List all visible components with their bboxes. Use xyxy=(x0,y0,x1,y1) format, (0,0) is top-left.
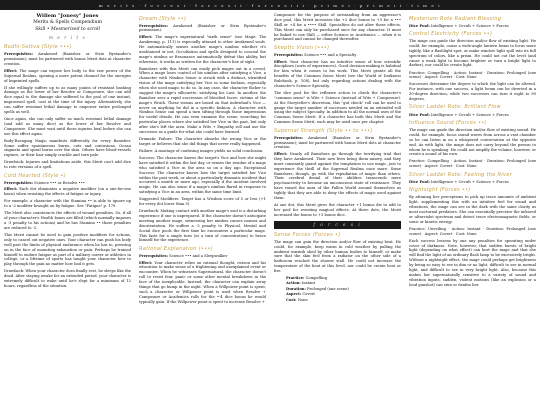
top-navigation-bar[interactable]: m e r i t s · f o r c e s i · f o r c e s i i · f o r c e s i i i · p r i m e i · p r i m e i i · t i m e i xyxy=(0,0,540,10)
entry-effect xyxy=(4,69,131,84)
effect-label: Effect: xyxy=(4,68,18,73)
prereq-label: Prerequisites: xyxy=(139,23,168,28)
forces-i-divider: f o r c e s i xyxy=(274,221,401,229)
entry-section xyxy=(274,203,401,218)
entry-title: Mysterium Rote Radiant Blessing xyxy=(409,15,502,22)
entry-section xyxy=(139,197,266,207)
entry-section xyxy=(139,246,266,305)
spell-aspect: Covert xyxy=(302,292,315,297)
entry-effect xyxy=(409,159,536,169)
prereq-label: Prerequisites: xyxy=(4,180,33,185)
entry-section xyxy=(409,159,536,169)
entry-section xyxy=(4,269,131,289)
prereq-text: Intelligence + Occult + Science + Forces xyxy=(431,179,509,184)
prereq-text: Awakened (Banisher or Strix Bystander's permission). xyxy=(139,23,266,33)
entry-section xyxy=(139,149,266,154)
entry-prerequisites xyxy=(4,181,131,186)
effect-text: Your character relies on rational thought, reason and his education to make sense of a frightening and unexplained event or encounter. When he witnesses Supernatural, the character doesn't roll to resist fear, panic or some other mental breakdown in the face of the inexplicable. Instead, the character can explain away things that go bump in the night. When a Willpower point is spent, such a character or Willpower point is used when Resolve + Composure or Academics rolls for the •-4 dice bonus he would typically gain. If the Willpower point is spent to increase Resolve + xyxy=(139,260,266,304)
entry-effect xyxy=(139,67,266,135)
character-header xyxy=(4,13,131,42)
prereq-text: Awakened (Banisher or Strix Bystander's permission); must be partnered with bonus Merit dots at character creation. xyxy=(4,52,131,67)
entry-title: Bodhi-Sattva (Style •••) xyxy=(4,44,72,51)
entry-section xyxy=(139,137,266,147)
column-3-entries xyxy=(274,13,401,218)
column-3 xyxy=(274,13,401,405)
entry-section xyxy=(274,128,401,201)
spell-text: The mage can gain the direction and/or flow of existing heat. He could, for example, keep warm in cold weather by pulling the ambient warmth shed by other human bodies to himself, or make sure that the skin feel from a radiator on the other side of a bathroom reached the shower stall. He could not increase the temperature of the heat at this level, nor could he create heat or fire. xyxy=(274,239,401,273)
entry-section xyxy=(4,173,131,198)
effect-text: Drawback: When your character does finally rest, he sleeps like the dead. After staying awake for an extended period, your character is extremely difficult to wake until he's slept for a minimum of 12 hours, regardless of the situation. xyxy=(4,269,131,288)
entry-effect xyxy=(139,209,266,243)
entry-section xyxy=(409,120,536,157)
entry-effect xyxy=(409,195,536,224)
entry-title: Supernal Strength (Style •• to •••) xyxy=(274,127,373,134)
effect-label: Effect: xyxy=(274,152,288,157)
entry-section xyxy=(4,160,131,170)
entry-effect xyxy=(409,82,536,102)
effect-text: The mage can guide the direction and/or flow of existing sound. He could, for example, focus sound waves from across a vast chamber so he can listen in on a whispered conversation at the opposite end. As with light, the mage does not carry beyond the person to whom he is speaking. He could not amplify the volume, however, or create a sound of his own. xyxy=(409,128,536,157)
entry-title: Rational Explanation (•••) xyxy=(139,245,213,252)
column-1-entries xyxy=(4,44,131,289)
entry-prerequisites xyxy=(139,254,266,259)
prereq-text: Intelligence + Occult + Science + Forces xyxy=(431,23,509,28)
entry-effect xyxy=(4,187,131,197)
entry-section xyxy=(409,172,536,185)
entry-effect xyxy=(409,39,536,68)
entry-section xyxy=(409,82,536,102)
entry-section xyxy=(4,44,131,83)
entry-section xyxy=(4,139,131,159)
effect-text: Practice: Unveiling · Action: Instant · Duration: Prolonged (one scene) · Aspect: Covert · Cost: None xyxy=(409,226,536,236)
effect-label: Effect: xyxy=(139,35,153,40)
prereq-label: Dice Pool: xyxy=(409,23,430,28)
effect-text: Drawback: Injuries and limitations aside, this Merit can't add dice to rote versions of a spell. xyxy=(4,160,131,170)
entry-section xyxy=(409,71,536,81)
entry-title: Skeptic Vision (•••) xyxy=(274,44,330,51)
effect-text: Successes determine the degree to which the light can be altered. For instance, with one success, a light beam can be diverted in a 30-degree direction, while two successes can turn it eight to 90 degrees. xyxy=(409,82,536,102)
entry-effect xyxy=(139,137,266,147)
entry-effect xyxy=(409,71,536,81)
entry-title: Dream (Style ••) xyxy=(139,15,187,22)
effect-label: Effect: xyxy=(4,187,18,192)
entry-title: Nightsight (Forces ••) xyxy=(409,187,471,194)
effect-text: Failure: A montage of confusing images yields no solid conclusion. xyxy=(139,148,264,153)
effect-text: Practice: Compelling · Action: Instant · Duration: Prolonged (one scene) · Aspect: Covert · Cost: None xyxy=(409,159,536,169)
entry-effect xyxy=(4,139,131,159)
effect-text: At one dot, this Merit gives the character +1 bonus die to add to her pool for resisting magical effects. At three dots, the Merit increased the bonus to +3 bonus dice. xyxy=(274,203,401,217)
spell-title: Sense Forces (Forces •) xyxy=(274,231,341,238)
entry-effect xyxy=(139,149,266,154)
effect-text: The mage's supernatural "sixth sense" (see Mage: The Awakening, p. 111) is especially attuned to other Awakened souls. He automatically senses another mage's nimbus whether it's unobtained or not. Occultation and spells designed to conceal the mage's nimbus or Resonance automatically defeat this ability, but otherwise, it works as written for the character's line of sight. xyxy=(139,35,266,64)
entry-effect xyxy=(274,13,401,42)
prereq-label: Dice Pool: xyxy=(409,112,430,117)
entry-effect xyxy=(409,227,536,237)
entry-prerequisites xyxy=(4,52,131,67)
entry-title: Cold Hearted (Style •) xyxy=(4,172,67,179)
spell-practice: Compelling xyxy=(305,275,327,280)
effect-text: By attuning her perceptions to pick up trace amounts of ambient light, supplementing this with an intuitive feel for sound and vibrations, the mage can see in the dark with the same clarity as most nocturnal predators. She can essentially perceive the infrared or ultraviolet spectrum and detect trace electromagnetic fields, or sonic or kinetic energy. xyxy=(409,195,536,224)
spell-stats: Practice: Compelling Action: Instant Duration: Prolonged (one scene) Aspect: Covert Cost: None xyxy=(286,275,349,302)
entry-effect xyxy=(139,197,266,207)
entry-effect xyxy=(409,239,536,288)
entry-prerequisites xyxy=(409,113,536,118)
entry-prerequisites xyxy=(274,53,401,58)
spell-duration: Prolonged (one scene) xyxy=(307,286,349,291)
entry-section xyxy=(139,16,266,65)
effect-text: Composure for the purpose of outstanding from an aggressor's dice pool, this Merit increases the +2 dice bonus to +3 for a ••• Skill or +4 for a •••• Skill. Specialties do not alter these effects. This Merit can only be purchased once for any character. It must be linked to one Skill — either Science or Academics — when it is purchased and cannot be changed thereafter. xyxy=(274,13,401,42)
column-4-entries xyxy=(409,16,536,288)
prereq-label: Prerequisites: xyxy=(139,253,168,258)
entry-title: Silver Ladder Rote: Brilliant Flow xyxy=(409,104,501,111)
entry-effect xyxy=(4,211,131,231)
entry-section xyxy=(409,16,536,29)
effect-text: Each success lessens by one any penalties for operating under cover of darkness. Note, however, that sudden bursts of bright light (depending on what effect) can hurt the mage and that she will find the light of an ordinary flash lamp to be excessively bright. Without a nightsight effect, the mage could perhaps get brightness by being so easy to see in dim or no light, difficult to see in normal light, and difficult to see in very bright light. Also, because this makes her supernaturally sensitive to a variety of sound and vibration inputs, sudden, violent motions (like an explosion or a loud gunshot) can stun or deafen her. xyxy=(409,238,536,287)
prereq-text: Science ••• and a Sleepwalker xyxy=(169,253,228,258)
entry-section xyxy=(4,86,131,115)
entry-section xyxy=(409,239,536,288)
entry-title: Influence Sound (Forces ••) xyxy=(409,119,487,126)
entry-effect xyxy=(274,152,401,201)
entry-effect xyxy=(274,91,401,125)
entry-section xyxy=(274,45,401,89)
entry-section xyxy=(4,233,131,267)
entry-title: Control Electricity (Forces ••) xyxy=(409,30,493,37)
entry-effect xyxy=(139,35,266,64)
prereq-text: Awakened (Banisher or Strix Bystander's permission); must be partnered with bonus Merit dots at character creation. xyxy=(274,135,401,150)
entry-effect xyxy=(139,156,266,195)
effect-text: Once again, she can only suffer as much resistant lethal damage (and add as many dice) as the lower of her Resolve and Composure. She must wait until these injuries heal before she can use this effect again. xyxy=(4,117,131,136)
entry-effect xyxy=(274,203,401,218)
effect-text: Dramatic Failure: The character absorbs the wrong Vice or the target or believes that she did things that never really happened. xyxy=(139,137,266,146)
entry-section xyxy=(409,227,536,237)
prereq-label: Prerequisites: xyxy=(274,135,303,140)
column-1 xyxy=(4,13,131,405)
entry-effect xyxy=(4,233,131,267)
entry-section xyxy=(274,91,401,125)
entry-title: Silver Ladder Rote: Feeling the River xyxy=(409,171,512,178)
entry-section xyxy=(4,211,131,231)
entry-effect xyxy=(4,160,131,170)
entry-section xyxy=(409,187,536,224)
effect-text: Drawback: Making contact with another mage's soul is a disturbing experience if one is unprepared. If the character doesn't anticipate meeting another mage, witnessing her nimbus causes nausea and disorientation. He suffers a -2 penalty to Physical, Mental and Social dice pools the first time he encounters a particular mage. This lasts for a single turn (or a turn of concentration) to brace himself for the experience. xyxy=(139,209,266,243)
prereq-label: Prerequisites: xyxy=(274,52,303,57)
column-2-entries xyxy=(139,16,266,305)
effect-text: If she willingly suffers up to as many points of resistant bashing damage as the lower of her Resolve or Composure, she can add dice equal to the damage she suffered to the pool of one instant, improvised spell, cast at the time of the injury. Alternatively, she can suffer resistant lethal damage to empower entire prolonged spells as well. xyxy=(4,85,131,114)
character-tagline: Skill • Mesmerised to scroll xyxy=(35,26,100,32)
entry-effect xyxy=(4,199,131,209)
character-name: Willem "Jonesy" Jones xyxy=(36,13,99,19)
prereq-text: Science ••• or Resolve ••• xyxy=(34,180,85,185)
spell-cost: None xyxy=(297,297,308,302)
entry-section xyxy=(409,31,536,68)
entry-effect xyxy=(139,261,266,305)
prereq-label: Dice Pool: xyxy=(409,179,430,184)
entry-section xyxy=(4,117,131,137)
entry-section xyxy=(4,199,131,209)
effect-text: Nearly all Banishers go through the terrifying trial that they have Awakened. Their new lives bring them misery, and they must constantly guard against the temptation to use magic, just to experience the thrill of the Supernal Realms once more. Some Banishers, though, go with the repudiation of magic than others. Their cerebral denial of their abilities transcends mere psychoactivity to become an unconscious state of resistance. They have raised the aura of the Fallen World around themselves as tightly that they are able to deny the effects of magic used against them. xyxy=(274,152,401,200)
column-2 xyxy=(139,13,266,405)
entry-effect xyxy=(274,60,401,89)
effect-label: Effect: xyxy=(274,59,288,64)
merits-section-title: m e r i t s xyxy=(48,35,87,41)
entry-prerequisites xyxy=(409,24,536,29)
effect-text: Suggested Modifiers: Target has a Wisdom score of 5 or less (+1 for every dot lower than 5) xyxy=(139,197,266,207)
effect-text: Success: The character knows the target's Vice and how she might have satisfied it within the last day, or senses the residue of a mage who satisfied a Vice in the area so on a day ago. Exceptional Success: The character knows how the target satisfied her Vice within the past week, or about a particularly dramatic incident that occurred a month or more ago, especially if the incident involved magic. He can also sense if a mage's nimbus flared in response to satisfying a Vice in an area, within the same time limit. xyxy=(139,156,266,195)
effect-text: For example, a character with the Stamina •• is able to ignore up to a -2 modifier brought on by fatigue. See "Fatigue" p. 179. xyxy=(4,199,131,209)
entry-effect xyxy=(409,128,536,157)
effect-text: The dice pool for the reflexive action to check the character's "common sense" is Wits + Science (instead of Wits + Composure). At the Storyteller's discretion, this "gut check" roll can be used to gauge the target number of successes needed on an extended roll using the subject Specialty. In addition to all the normal uses of the Common Sense Merit. If a character has both this Merit and the Common Sense Merit, each may be used once per chapter. xyxy=(274,90,401,125)
effect-text: Practice: Compelling · Action: Instant · Duration: Prolonged (one scene) · Aspect: Covert · Cost: None xyxy=(409,70,536,80)
entry-effect xyxy=(4,86,131,115)
effect-text: The Merit also counteracts the effects of wound penalties. So, if all of your character's Health boxes are filled (which normally imposes a -3 penalty to his actions) and he has Stamina •• those penalties are reduced to -2. xyxy=(4,211,131,230)
entry-section xyxy=(409,104,536,117)
effect-label: Effect: xyxy=(139,260,153,265)
entry-section xyxy=(139,67,266,135)
entry-effect xyxy=(4,269,131,289)
effect-text: Each dot eliminates a negative modifier (on a one-for-one basis) when resisting the effects of fatigue or injury. xyxy=(4,187,131,197)
spell-action: Instant xyxy=(301,281,316,286)
entry-section xyxy=(139,209,266,243)
prereq-label: Prerequisites: xyxy=(4,52,33,57)
entry-effect xyxy=(4,117,131,137)
entry-prerequisites xyxy=(274,136,401,151)
column-4 xyxy=(409,13,536,405)
entry-prerequisites xyxy=(139,24,266,34)
prereq-text: Science ••• and a Specialty xyxy=(304,52,357,57)
entry-section xyxy=(274,13,401,42)
effect-text: The mage can guide the direction and/or flow of existing light. He could, for example, cause a wide-angle lantern beam to focus more tightly, like a flashlight spot, or make window light spill into its full spectrum of colors, like a prism. He could not cut the level (and cause a weak light to become brighter or turn a bright light to darker), nor could he create light. xyxy=(409,39,536,68)
effect-text: This Merit cannot be used to gain positive modifiers for actions, only to cancel out negative ones. Your character can push his body well past the limits of physical endurance when he has to, pressing on in the face of mounting exhaustion or pain. Perhaps he trained himself to endure fatigue as part of a military career or athletics in college, or a lifetime of sports has taught your character how to play through the pain no matter how bad it gets. xyxy=(4,233,131,267)
effect-text: Body-Ravaging Magic manifests differently for every Banisher. Some suffer spontaneous burns, cuts and contusions. Ocean stigmata and spiral burns over the skin. Others have blood-vessels rupture, or their hair simply crackle and turn pale. xyxy=(4,138,131,158)
spell-sense-forces xyxy=(274,232,401,303)
entry-prerequisites xyxy=(409,180,536,185)
character-role: Merits & Spells Compendium xyxy=(33,20,102,26)
prereq-text: Intelligence + Occult + Science + Forces xyxy=(431,112,509,117)
effect-text: The mage can expose her body to the raw power of the Supernal Realms, opening a more potent channel for the energies of Imprinted spells. xyxy=(4,68,131,83)
entry-section xyxy=(139,156,266,195)
effect-text: Banishers with this Merit can easily pick mages out in a crowd. When a mage loses control of his nimbus after satisfying a Vice, a character with Nimbus Sense is struck with a distinct, identified vision of the mage satisfying her Vice in some fashion, especially when she used magic to do so. In any case, the character flicker to suggest the mage's silhouette, satisfying his Lust. In another, the Banisher sees a rapid succession of bloodied faces: victims of the mage's Wrath. These visions are based on that individual's Vice — never on anything he did in a specific fashion. A character with Nimbus Sense can spend a turn sifting through those impressions for useful details. He can even examine the scene, searching for particular places where she satisfied her Vice in the past, but only after she's left the area. Make a Wits + Empathy roll and use the successes as a guide for what she could have learned. xyxy=(139,66,266,134)
effect-text: Your character has an intuitive sense of how scientific disciplines (sorts of experiences). Good decision-making is habitual for him when it comes to his work. This Merit grants all the benefits of the Common Sense Merit (see the World of Darkness Rulebook, p. 108), but only regarding actions dealing with the character's Science Specialty. xyxy=(274,59,401,88)
